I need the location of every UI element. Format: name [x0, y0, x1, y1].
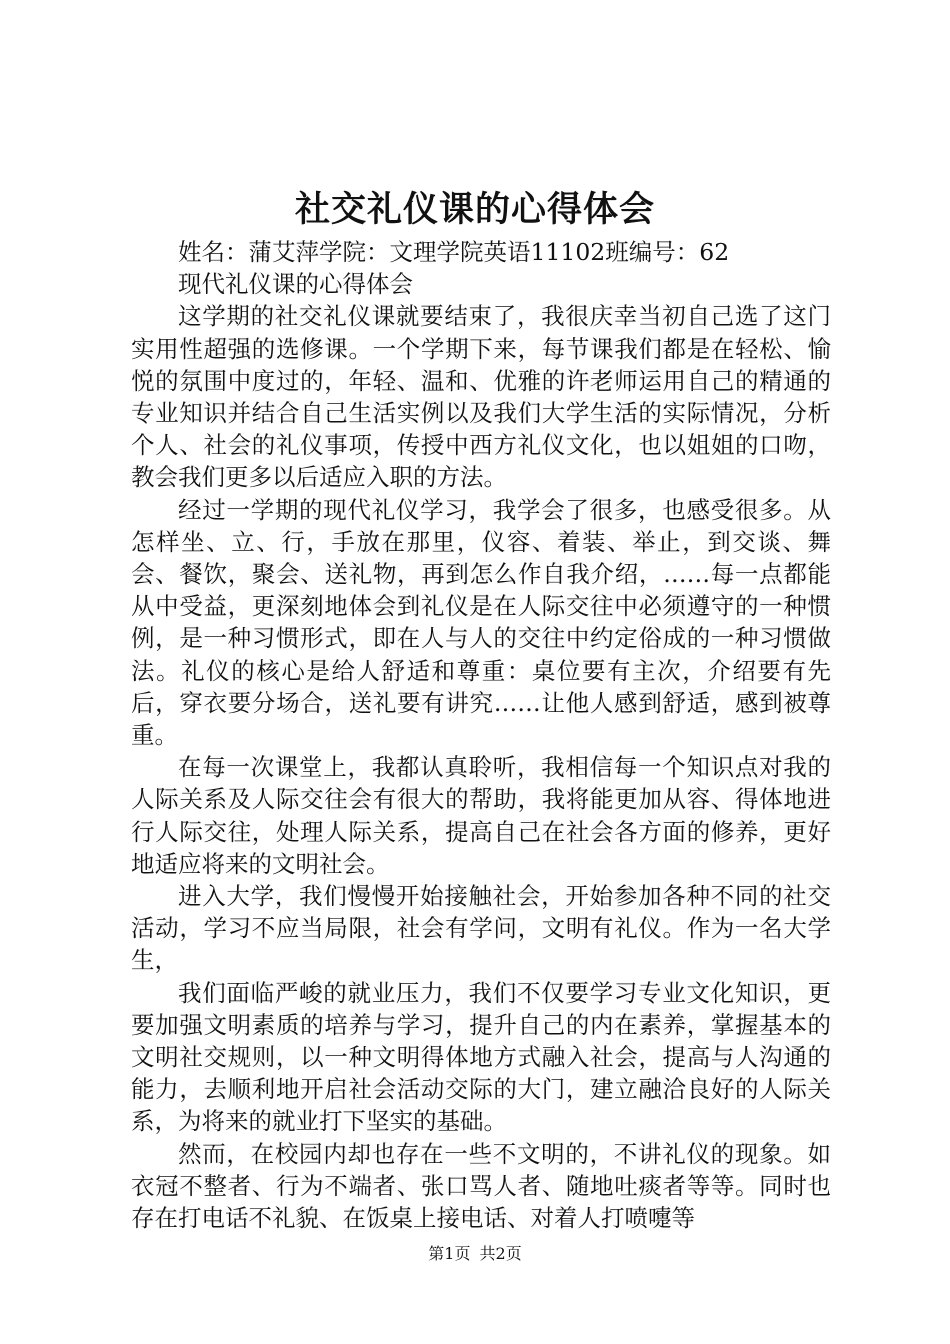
body-paragraph: 然而，在校园内却也存在一些不文明的，不讲礼仪的现象。如衣冠不整者、行为不端者、张口骂人者、随地吐痰者等等。同时也存在打电话不礼貌、在饭桌上接电话、对着人打喷嚏等 — [131, 1139, 831, 1233]
page-footer — [0, 1242, 950, 1266]
body-paragraph: 在每一次课堂上，我都认真聆听，我相信每一个知识点对我的人际关系及人际交往会有很大的帮助，我将能更加从容、得体地进行人际交往，处理人际关系，提高自己在社会各方面的修养，更好地适应将来的文明社会。 — [131, 753, 831, 878]
document-title: 社交礼仪课的心得体会 — [294, 189, 655, 230]
body-paragraph: 这学期的社交礼仪课就要结束了，我很庆幸当初自己选了这门实用性超强的选修课。一个学期下来，每节课我们都是在轻松、愉悦的氛围中度过的，年轻、温和、优雅的许老师运用自己的精通的专业知识并结合自己生活实例以及我们大学生活的实际情况，分析个人、社会的礼仪事项，传授中西方礼仪文化，也以姐姐的口吻，教会我们更多以后适应入职的方法。 — [131, 302, 831, 492]
author-info-line: 姓名：蒲艾萍学院：文理学院英语11102班编号：62 — [178, 238, 730, 266]
document-body — [131, 236, 831, 1234]
body-paragraph: 进入大学，我们慢慢开始接触社会，开始参加各种不同的社交活动，学习不应当局限，社会有学问，文明有礼仪。作为一名大学生， — [131, 882, 831, 975]
subtitle-line: 现代礼仪课的心得体会 — [178, 270, 413, 299]
page-number-total: 共2页 — [479, 1244, 522, 1263]
body-paragraph: 我们面临严峻的就业压力，我们不仅要学习专业文化知识，更要加强文明素质的培养与学习，提升自己的内在素养，掌握基本的文明社交规则，以一种文明得体地方式融入社会，提高与人沟通的能力，去顺利地开启社会活动交际的大门，建立融洽良好的人际关系，为将来的就业打下坚实的基础。 — [131, 978, 831, 1136]
page-number-current: 第1页 — [428, 1244, 471, 1263]
body-paragraph: 经过一学期的现代礼仪学习，我学会了很多，也感受很多。从怎样坐、立、行，手放在那里，仪容、着装、举止，到交谈、舞会、餐饮，聚会、送礼物，再到怎么作自我介绍，……每一点都能从中受益，更深刻地体会到礼仪是在人际交往中必须遵守的一种惯例，是一种习惯形式，即在人与人的交往中约定俗成的一种习惯做法。礼仪的核心是给人舒适和尊重：桌位要有主次，介绍要有先后，穿衣要分场合，送礼要有讲究……让他人感到舒适，感到被尊重。 — [131, 495, 831, 750]
